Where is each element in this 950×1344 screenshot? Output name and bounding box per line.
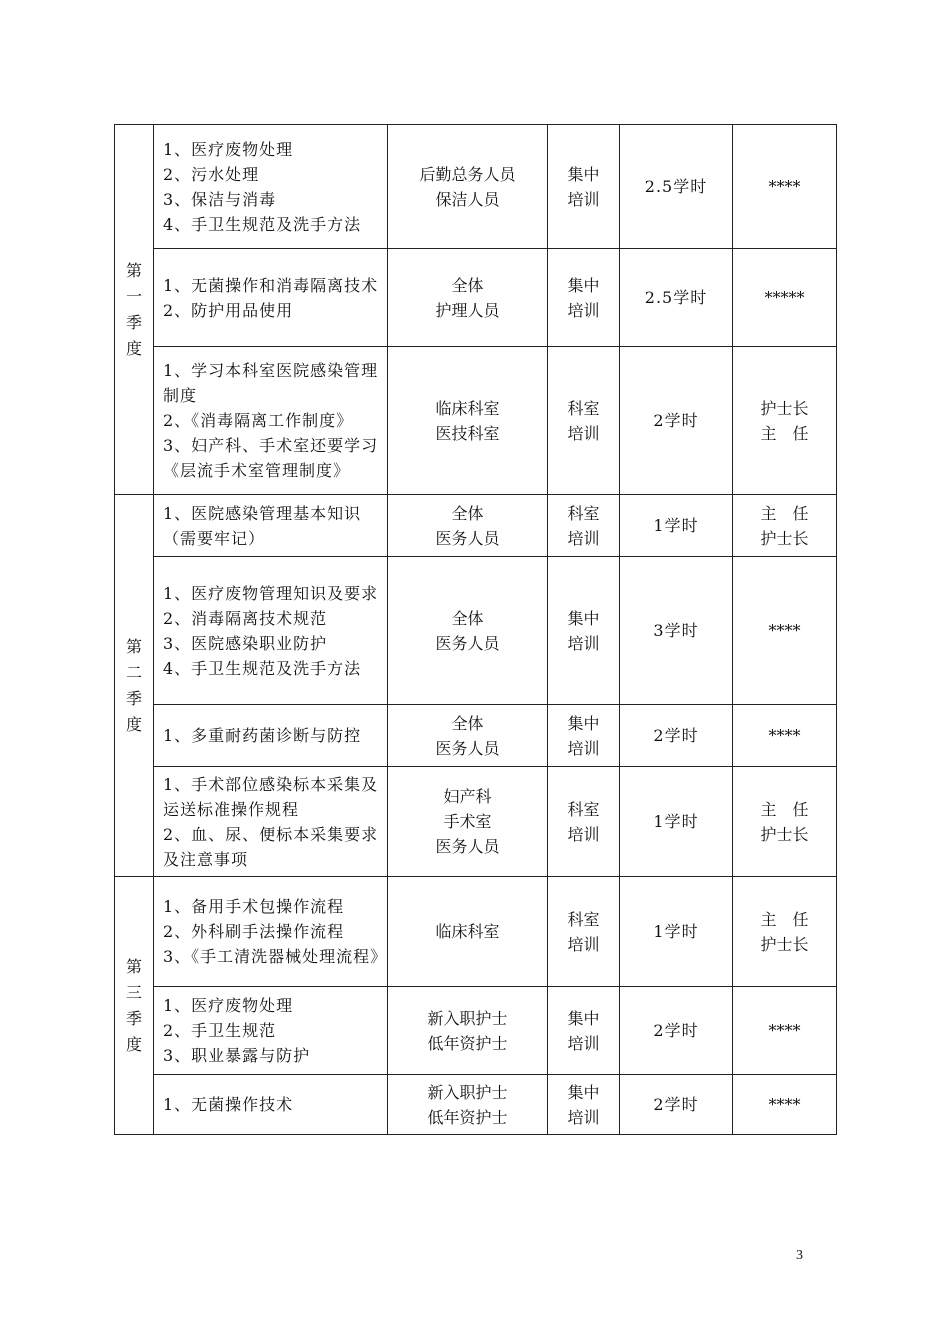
owner-cell [733,347,837,495]
training-content-cell-line: 1、无菌操作和消毒隔离技术 [163,275,379,295]
training-content-cell-line: 3、保洁与消毒 [163,189,277,209]
hours-cell: 2.5学时 [620,249,733,347]
audience-cell [388,877,548,987]
method-cell-line: 集中 [567,164,600,184]
training-content-cell-line: 1、医院感染管理基本知识（需要牢记） [163,503,362,548]
hours-cell: 2学时 [620,987,733,1075]
training-content-cell-line: 1、医疗废物处理 [163,996,294,1015]
audience-cell-line: 新入职护士 [427,1082,508,1102]
method-cell [548,557,620,705]
table-row [115,557,837,705]
training-content-cell-line: 3、《手工清洗器械处理流程》 [163,947,388,966]
method-cell-line: 科室 [567,909,600,929]
audience-cell [388,249,548,347]
method-cell-line: 培训 [567,1107,600,1127]
audience-cell-line: 医技科室 [435,423,500,443]
owner-cell-line: ***** [764,288,805,307]
audience-cell [388,705,548,767]
audience-cell-line: 后勤总务人员 [419,164,516,184]
method-cell [548,495,620,557]
training-content-cell [154,557,388,705]
training-content-cell [154,495,388,557]
training-content-cell-line: 1、备用手术包操作流程 [163,897,345,916]
audience-cell [388,987,548,1075]
audience-cell-line: 全体 [451,608,484,628]
audience-cell-line: 临床科室 [435,398,500,418]
method-cell-line: 培训 [567,423,600,443]
hours-cell: 1学时 [620,495,733,557]
hours-cell: 2.5学时 [620,125,733,249]
method-cell-line: 集中 [567,275,600,295]
owner-cell-line: 主 任 [760,503,809,523]
audience-cell-line: 医务人员 [435,528,500,548]
owner-cell-line: 护士长 [760,528,809,548]
method-cell [548,767,620,877]
owner-cell-line: 主 任 [760,423,809,443]
table-row [115,495,837,557]
method-cell-line: 培训 [567,528,600,548]
owner-cell [733,557,837,705]
audience-cell [388,1075,548,1135]
method-cell-line: 集中 [567,1082,600,1102]
training-content-cell-line: 4、手卫生规范及洗手方法 [163,214,362,234]
quarter-cell [115,495,154,877]
method-cell-line: 培训 [567,1033,600,1053]
training-content-cell-line: 2、消毒隔离技术规范 [163,608,328,628]
method-cell [548,705,620,767]
audience-cell-line: 全体 [451,275,484,295]
method-cell-line: 集中 [567,713,600,733]
training-content-cell-line: 1、多重耐药菌诊断与防控 [163,726,362,745]
training-content-cell-line: 2、外科刷手法操作流程 [163,922,345,941]
owner-cell [733,1075,837,1135]
training-content-cell-line: 2、污水处理 [163,164,260,184]
method-cell-line: 科室 [567,398,600,418]
method-cell-line: 科室 [567,503,600,523]
method-cell-line: 培训 [567,300,600,320]
owner-cell [733,705,837,767]
method-cell [548,987,620,1075]
audience-cell [388,767,548,877]
training-content-cell-line: 1、手术部位感染标本采集及运送标准操作规程 [163,774,379,819]
quarter-label: 第二季度 [125,636,142,734]
training-content-cell [154,987,388,1075]
owner-cell [733,125,837,249]
owner-cell-line: **** [768,1021,801,1040]
owner-cell [733,249,837,347]
audience-cell [388,125,548,249]
method-cell [548,877,620,987]
audience-cell-line: 低年资护士 [427,1033,508,1053]
audience-cell [388,495,548,557]
hours-cell: 2学时 [620,347,733,495]
method-cell-line: 培训 [567,633,600,653]
owner-cell-line: 主 任 [760,799,809,819]
owner-cell [733,495,837,557]
training-content-cell-line: 2、血、尿、便标本采集要求及注意事项 [163,824,379,869]
owner-cell-line: 护士长 [760,398,809,418]
method-cell-line: 培训 [567,189,600,209]
method-cell-line: 培训 [567,934,600,954]
audience-cell-line: 医务人员 [435,633,500,653]
method-cell-line: 集中 [567,608,600,628]
table-row [115,347,837,495]
quarter-label: 第一季度 [125,260,142,358]
owner-cell-line: 护士长 [760,934,809,954]
training-content-cell-line: 2、手卫生规范 [163,1021,277,1040]
training-content-cell-line: 3、职业暴露与防护 [163,1046,311,1065]
method-cell [548,347,620,495]
table-row [115,125,837,249]
training-plan-body [115,125,837,1135]
page-number: 3 [796,1248,803,1263]
hours-cell: 3学时 [620,557,733,705]
training-content-cell-line: 3、医院感染职业防护 [163,633,328,653]
quarter-cell [115,877,154,1135]
audience-cell-line: 低年资护士 [427,1107,508,1127]
method-cell [548,125,620,249]
table-row [115,1075,837,1135]
audience-cell-line: 全体 [451,713,484,733]
table-row [115,987,837,1075]
training-content-cell-line: 3、妇产科、手术室还要学习《层流手术室管理制度》 [163,436,379,480]
training-content-cell [154,347,388,495]
owner-cell-line: **** [768,726,801,745]
table-row [115,705,837,767]
method-cell-line: 培训 [567,738,600,758]
owner-cell-line: **** [768,621,801,640]
owner-cell-line: **** [768,1095,801,1114]
method-cell-line: 集中 [567,1008,600,1028]
training-content-cell [154,1075,388,1135]
hours-cell: 1学时 [620,767,733,877]
table-row [115,877,837,987]
audience-cell-line: 保洁人员 [435,189,500,209]
table-row [115,249,837,347]
training-content-cell [154,767,388,877]
hours-cell: 2学时 [620,1075,733,1135]
method-cell [548,249,620,347]
hours-cell: 1学时 [620,877,733,987]
training-content-cell-line: 4、手卫生规范及洗手方法 [163,658,362,678]
training-content-cell-line: 1、医疗废物处理 [163,139,294,159]
table-row [115,767,837,877]
training-content-cell [154,705,388,767]
owner-cell [733,987,837,1075]
training-content-cell [154,877,388,987]
method-cell-line: 科室 [567,799,600,819]
audience-cell-line: 医务人员 [435,837,500,856]
training-content-cell-line: 1、无菌操作技术 [163,1095,294,1114]
audience-cell-line: 临床科室 [435,922,500,941]
hours-cell: 2学时 [620,705,733,767]
quarter-label: 第三季度 [125,956,142,1054]
training-content-cell-line: 1、学习本科室医院感染管理制度 [163,361,379,405]
training-content-cell-line: 2、《消毒隔离工作制度》 [163,411,354,430]
audience-cell-line: 新入职护士 [427,1008,508,1028]
owner-cell [733,877,837,987]
owner-cell-line: **** [768,177,801,196]
method-cell [548,1075,620,1135]
training-content-cell-line: 1、医疗废物管理知识及要求 [163,583,379,603]
quarter-cell [115,125,154,495]
owner-cell-line: 护士长 [760,824,809,844]
audience-cell-line: 妇产科 [443,787,492,806]
audience-cell [388,347,548,495]
owner-cell-line: 主 任 [760,909,809,929]
training-content-cell [154,249,388,347]
training-content-cell-line: 2、防护用品使用 [163,300,294,320]
audience-cell-line: 医务人员 [435,738,500,758]
training-content-cell [154,125,388,249]
audience-cell-line: 护理人员 [435,300,500,320]
audience-cell-line: 全体 [451,503,484,523]
training-plan-table [114,124,837,1135]
audience-cell [388,557,548,705]
audience-cell-line: 手术室 [443,812,492,831]
owner-cell [733,767,837,877]
method-cell-line: 培训 [567,824,600,844]
